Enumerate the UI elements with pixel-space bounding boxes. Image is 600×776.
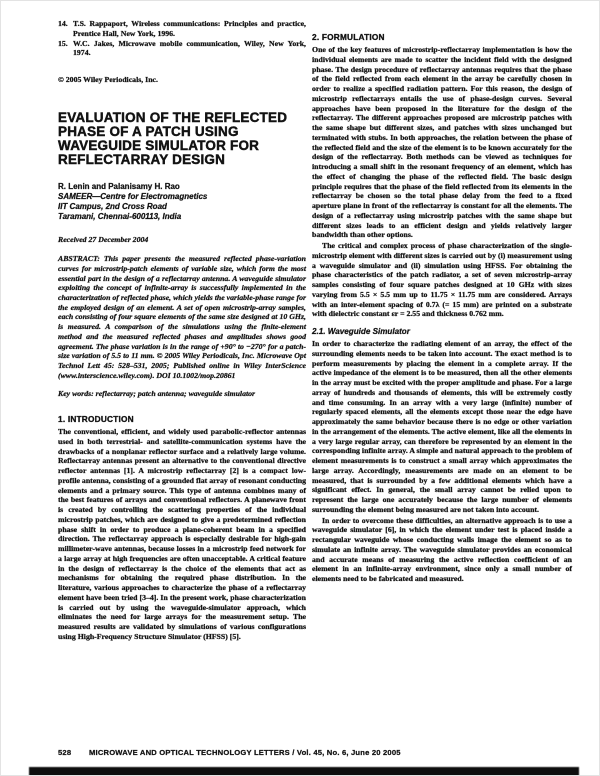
waveguide-simulator-paragraph-1: In order to characterize the radiating element of an array, the effect of the surrounding elements needs to be taken into account. The exact method is to perform measurements by placing the element in a complete array. If the active impedance of the element is to be measured, then all the other elements in the array must be excited with the proper amplitude and phase. For a large array of hundreds and thousands of elements, this will be extremely costly and time consuming. In an array with a very large (infinite) number of regularly spaced elements, all the elements except those near the edge have approximately the same behavior because there is no edge or other variation in the arrangement of the elements. The active element, like all the elements in a very large regular array, can therefore be represented by an element in the corresponding infinite array. A simple and natural approach to the problem of element measurements is to construct a small array which approximates the large array. Accordingly, measurements are made on an element to be measured, that is surrounded by a few additional elements which have a significant effect. In general, the small array cannot be relied upon to represent the large one accurately because the large number of elements surrounding the element being measured are not taken into account.	[312, 339, 572, 514]
reference-number: 14.	[58, 19, 68, 28]
affiliation-line: IIT Campus, 2nd Cross Road	[58, 202, 167, 212]
footer-journal-line: MICROWAVE AND OPTICAL TECHNOLOGY LETTERS / Vol. 45, No. 6, June 20 2005	[89, 748, 401, 757]
copyright-line: © 2005 Wiley Periodicals, Inc.	[58, 75, 158, 85]
reference-number: 15.	[58, 38, 68, 48]
article-title-line: REFLECTARRAY DESIGN	[58, 152, 226, 168]
reference-item	[58, 19, 306, 39]
introduction-paragraph: The conventional, efficient, and widely used parabolic-reflector antennas used in both terrestrial- and satellite-communication systems have the drawbacks of a nonplanar reflector surface and a relatively large volume. Reflectarray antennas present an alternative to the conventional directive reflector antennas [1]. A microstrip reflectarray [2] is a compact low-profile antenna, consisting of a grounded flat array of resonant conducting elements and a primary source. This type of antenna combines many of the best features of arrays and conventional reflectors. A planewave front is created by controlling the scattering properties of the individual microstrip patches, which are designed to give a predetermined reflection phase shift in order to produce a plane-coherent beam in a specified direction. The reflectarray approach is especially desirable for high-gain millimeter-wave antennas, because losses in a microstrip feed network for a large array at high frequencies are often unacceptable. A critical feature in the design of reflectarray is the choice of the elements that act as mechanisms for obtaining the required phase distribution. In the literature, various approaches to characterize the phase of a reflectarray element have been tried [3–4]. In the present work, phase characterization is carried out by using the waveguide-simulator approach, which eliminates the need for large arrays for the measurement setup. The measured results are validated by simulations of various configurations using High-Frequency Structure Simulator (HFSS) [5].	[58, 427, 306, 641]
reference-text: W.C. Jakes, Microwave mobile communication, Wiley, New York, 1974.	[73, 38, 306, 58]
page-footer	[58, 748, 569, 757]
waveguide-simulator-paragraph-2: In order to overcome these difficulties, an alternative approach is to use a waveguide simulator [6], in which the element under test is placed inside a rectangular waveguide whose conducting walls image the element so as to simulate an infinite array. The waveguide simulator provides an economical and accurate means of measuring the active reflection coefficient of an element in an infinite-array environment, since only a small number of elements need to be fabricated and measured.	[312, 515, 572, 583]
keywords-line: Key words: reflectarray; patch antenna; waveguide simulator	[58, 389, 256, 399]
section-heading-formulation: 2. FORMULATION	[312, 32, 385, 42]
affiliation-line: SAMEER—Centre for Electromagnetics	[58, 192, 208, 202]
formulation-paragraph-1: One of the key features of microstrip-reflectarray implementation is how the individual elements are made to scatter the incident field with the designed phase. The design procedure of reflectarray antennas requires that the phase of the field reflected from each element in the array be carefully chosen in order to realize a specified radiation pattern. For this reason, the design of microstrip reflectarrays entails the use of phase-design curves. Several approaches have been proposed in the literature for the design of the reflectarray. The different approaches proposed are microstrip patches with the same shape but different sizes, and patches with sizes unchanged but terminated with stubs. In both approaches, the relation between the phase of the reflected field and the size of the element is to be known accurately for the design of the reflectarray. Both methods can be viewed as techniques for introducing a small shift in the resonant frequency of an element, which has the effect of changing the phase of the reflected field. The basic design principle requires that the phase of the field reflected from its elements in the reflectarray be chosen so the total phase delay from the feed to a fixed aperture plane in front of the reflectarray is constant for all the elements. The design of a reflectarray using microstrip patches with the same shape but different sizes leads to an efficient design and yields relatively larger bandwidth than other options.	[312, 45, 572, 240]
affiliation-line: Taramani, Chennai-600113, India	[58, 212, 182, 222]
footer-page-number: 528	[58, 748, 72, 757]
right-column	[312, 1, 572, 584]
article-title	[58, 111, 306, 167]
article-title-line: PHASE OF A PATCH USING	[58, 124, 239, 140]
subsection-heading-waveguide-simulator: 2.1. Waveguide Simulator	[312, 327, 410, 336]
scan-artifact-bar	[29, 767, 579, 776]
article-title-line: EVALUATION OF THE REFLECTED	[58, 110, 288, 126]
reference-list	[58, 19, 306, 58]
author-line: R. Lenin and Palanisamy H. Rao	[58, 182, 180, 192]
reference-item	[58, 39, 306, 59]
abstract-paragraph: ABSTRACT: This paper presents the measured reflected phase-variation curves for microstrip-patch elements of variable size, which form the most essential part in the design of a reflectarray antenna. A waveguide simulator exploiting the concept of infinite-array is successfully implemented in the characterization of reflected phase, which yields the variable-phase range for the employed design of an element. A set of open microstrip-array samples, each consisting of four square elements of the same size designed at 10 GHz, is measured. A comparison of the simulations using the finite-element method and the measured reflected phases and amplitudes shows good agreement. The phase variation is in the range of +90° to −270° for a patch-size variation of 5.5 to 11 mm. © 2005 Wiley Periodicals, Inc. Microwave Opt Technol Lett 45: 528–531, 2005; Published online in Wiley InterScience (www.interscience.wiley.com). DOI 10.1002/mop.20861	[58, 254, 306, 380]
article-title-line: WAVEGUIDE SIMULATOR FOR	[58, 138, 260, 154]
formulation-paragraph-2: The critical and complex process of phase characterization of the single-microstrip element with different sizes is carried out by (i) measurement using a waveguide simulator and (ii) simulation using HFSS. For obtaining the phase characteristics of the patch radiator, a set of seven microstrip-array samples consisting of four square patches designed at 10 GHz with sizes varying from 5.5 × 5.5 mm up to 11.75 × 11.75 mm are considered. Arrays with an inter-element spacing of 0.7λ (= 15 mm) are printed on a substrate with dielectric constant εr = 2.55 and thickness 0.762 mm.	[312, 241, 572, 319]
received-date-line: Received 27 December 2004	[58, 235, 149, 245]
section-heading-introduction: 1. INTRODUCTION	[58, 414, 134, 425]
left-column	[58, 1, 306, 642]
reference-text: T.S. Rappaport, Wireless communications: Principles and practice, Prentice Hall, New York, 1996.	[73, 19, 306, 38]
